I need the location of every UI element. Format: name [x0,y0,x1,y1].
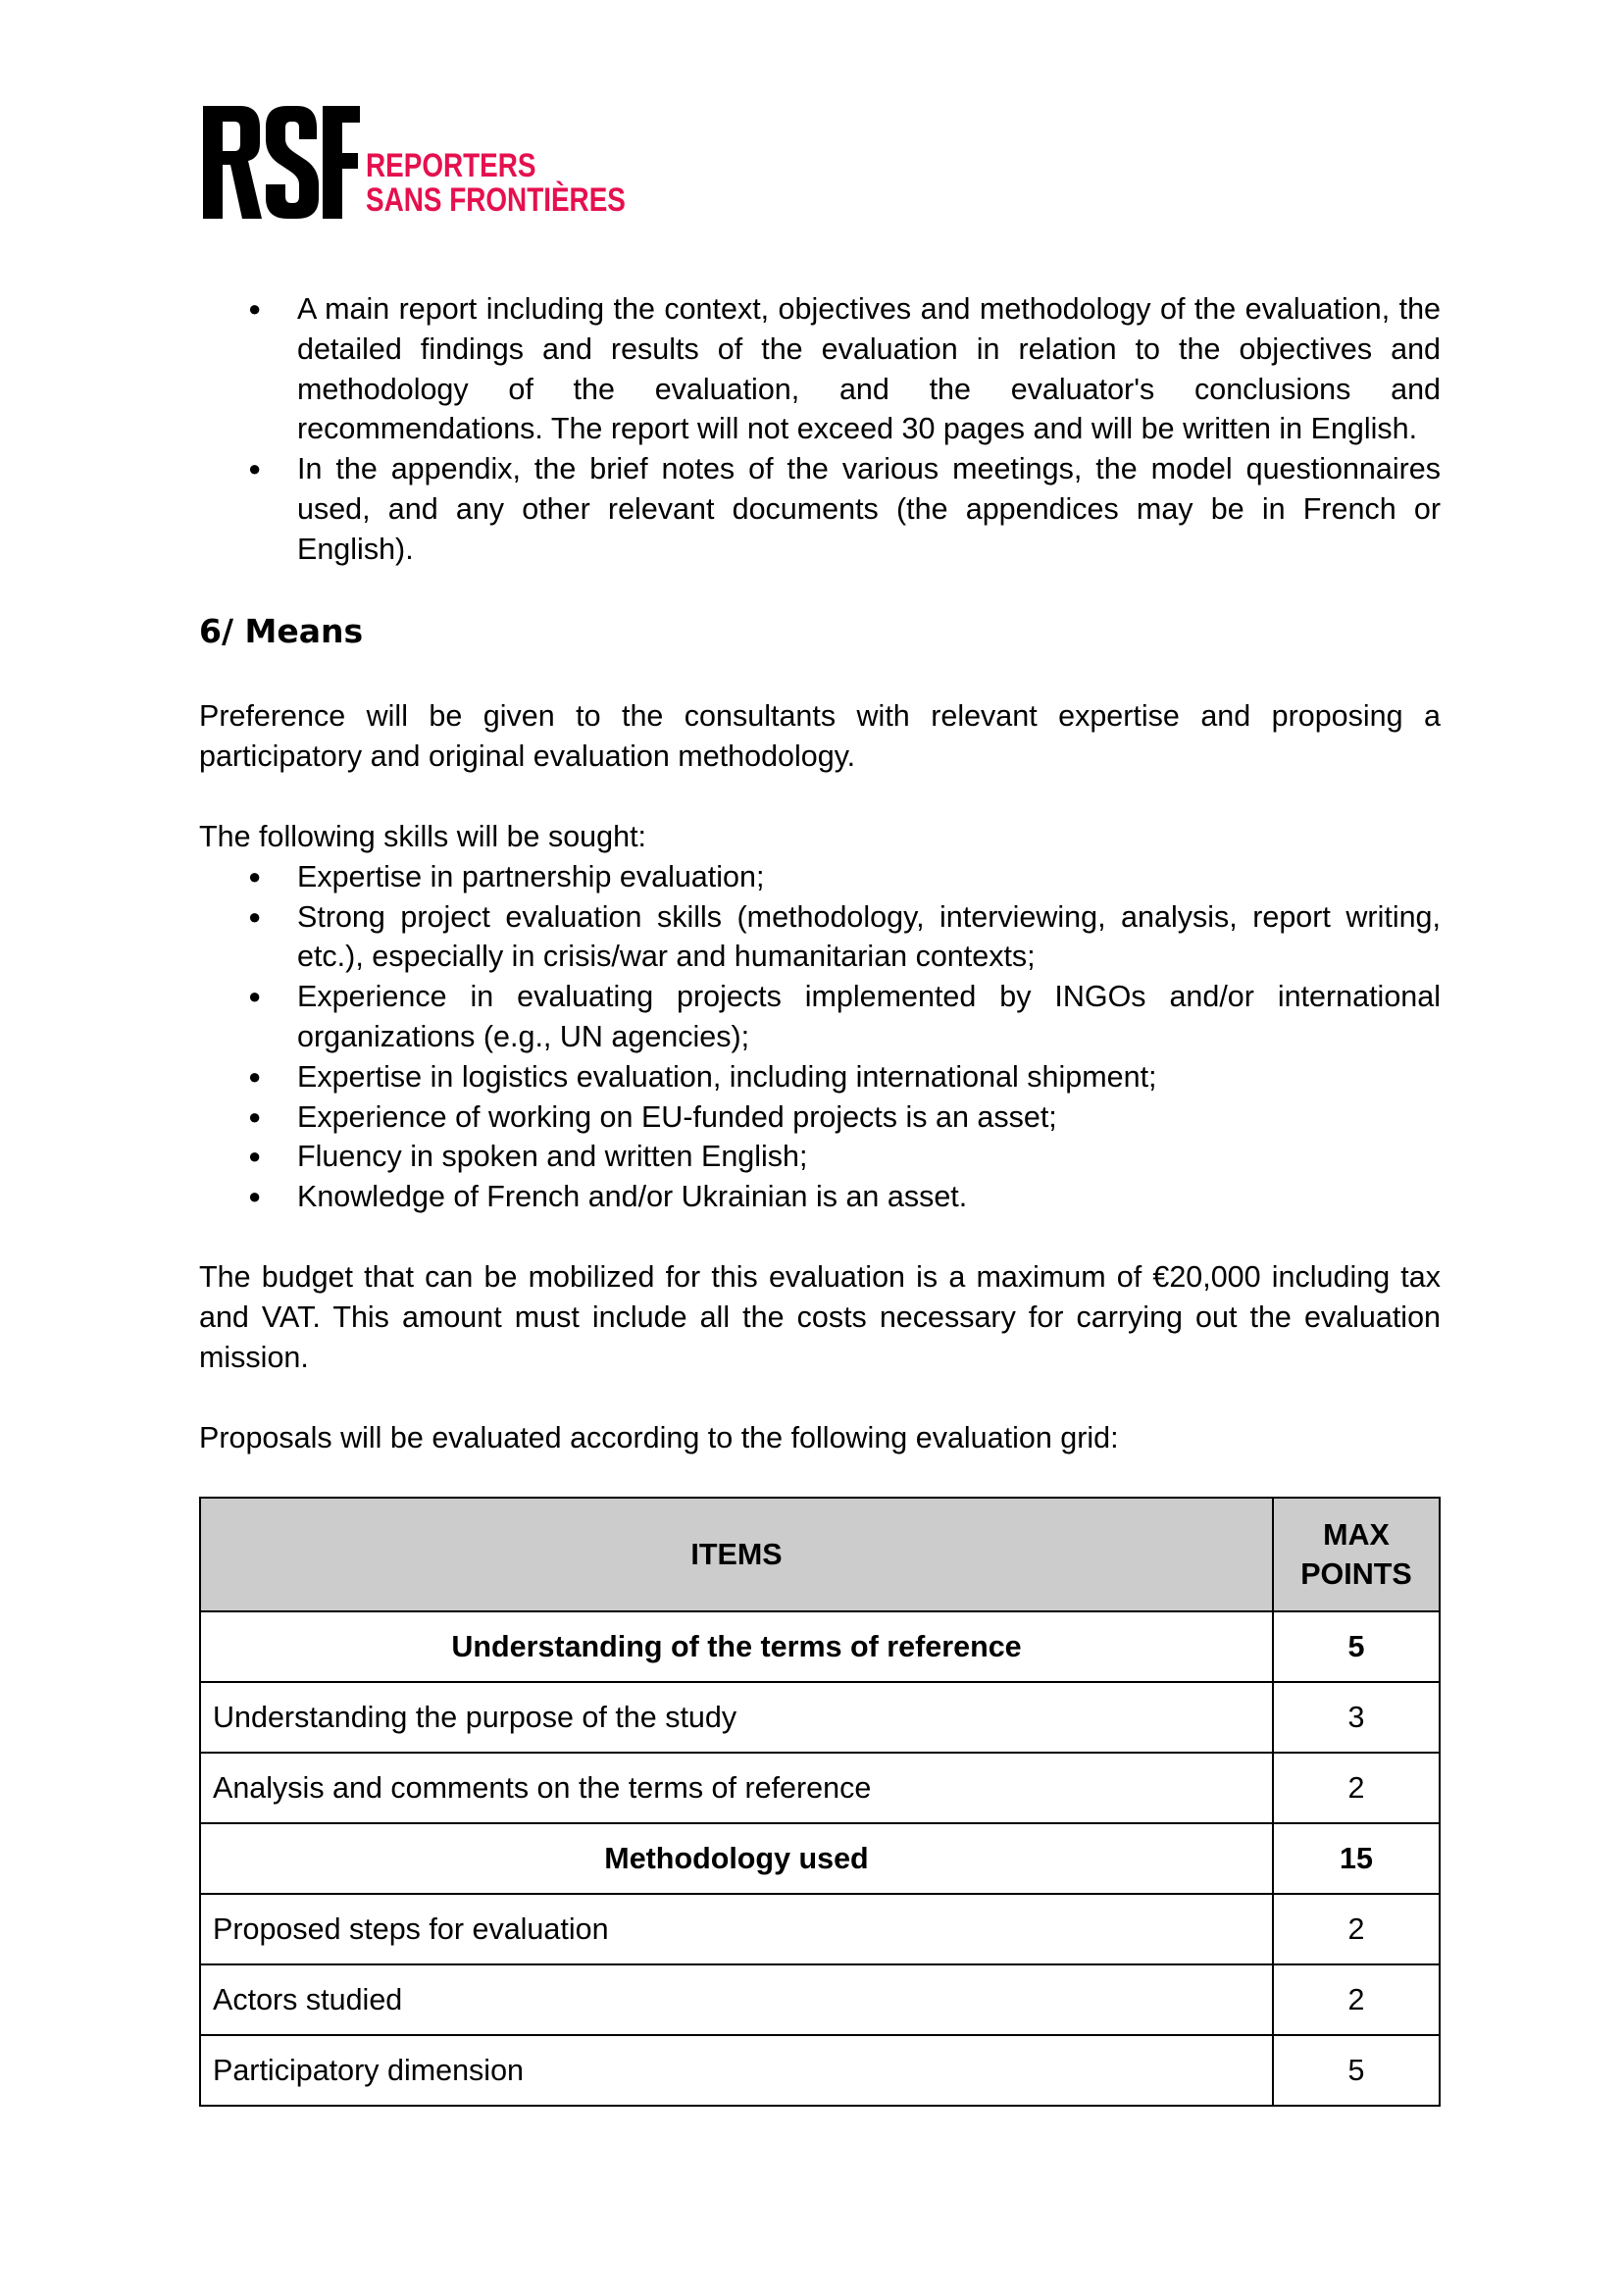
list-item: ● Experience of working on EU-funded projects is an asset; [199,1097,1441,1138]
deliverables-block [199,289,1441,570]
list-item: ● In the appendix, the brief notes of the various meetings, the model questionnaires used, and any other relevant documents (the appendices may be in French or English). [199,449,1441,569]
means-intro-paragraph: Preference will be given to the consultants with relevant expertise and proposing a participatory and original evaluation methodology. [199,699,1441,773]
row-label: Understanding the purpose of the study [200,1682,1273,1753]
row-points: 2 [1273,1964,1440,2035]
logo-text-line-1: REPORTERS [366,147,536,184]
list-item: ● Knowledge of French and/or Ukrainian is an asset. [199,1177,1441,1217]
max-points-header-line-2: POINTS [1300,1557,1412,1591]
evaluation-grid-table [199,1497,1441,2107]
table-header-row [200,1498,1440,1611]
list-item: ● Strong project evaluation skills (methodology, interviewing, analysis, report writing, etc.), especially in crisis/war and humanitarian contexts; [199,897,1441,978]
table-row [200,1682,1440,1753]
row-label: Methodology used [200,1823,1273,1894]
row-points: 2 [1273,1753,1440,1823]
skills-block [199,817,1441,1217]
section-heading: 6/ Means [199,612,364,650]
list-item: ● Expertise in logistics evaluation, including international shipment; [199,1057,1441,1097]
table-row-section [200,1823,1440,1894]
rsf-logo-wordmark [366,149,626,218]
list-item: ● Experience in evaluating projects implemented by INGOs and/or international organizations (e.g., UN agencies); [199,977,1441,1057]
budget-paragraph: The budget that can be mobilized for this evaluation is a maximum of €20,000 including tax and VAT. This amount must include all the costs necessary for carrying out the evaluation mission. [199,1260,1441,1374]
deliverables-list [199,289,1441,570]
row-label: Proposed steps for evaluation [200,1894,1273,1964]
row-points: 5 [1273,2035,1440,2106]
items-column-header: ITEMS [200,1498,1273,1611]
grid-intro-paragraph: Proposals will be evaluated according to the following evaluation grid: [199,1421,1119,1454]
skills-list [199,857,1441,1217]
row-points: 5 [1273,1611,1440,1682]
row-points: 15 [1273,1823,1440,1894]
rsf-logo [203,106,626,222]
table-row [200,1964,1440,2035]
list-item: ● Expertise in partnership evaluation; [199,857,1441,897]
row-label: Actors studied [200,1964,1273,2035]
skills-intro: The following skills will be sought: [199,820,647,853]
rsf-logo-mark [203,106,360,219]
row-label: Analysis and comments on the terms of reference [200,1753,1273,1823]
list-item: ● Fluency in spoken and written English; [199,1137,1441,1177]
table-row [200,1894,1440,1964]
table-row [200,1753,1440,1823]
table-row-section [200,1611,1440,1682]
row-label: Understanding of the terms of reference [200,1611,1273,1682]
max-points-header-line-1: MAX [1323,1518,1390,1552]
row-points: 2 [1273,1894,1440,1964]
row-points: 3 [1273,1682,1440,1753]
logo-text-line-2: SANS FRONTIÈRES [366,181,626,219]
row-label: Participatory dimension [200,2035,1273,2106]
table-row [200,2035,1440,2106]
list-item: ● A main report including the context, objectives and methodology of the evaluation, the detailed findings and results of the evaluation in relation to the objectives and methodology of the evaluation, and the evaluator's conclusions and recommendations. The report will not exceed 30 pages and will be written in English. [199,289,1441,449]
max-points-column-header [1273,1498,1440,1611]
